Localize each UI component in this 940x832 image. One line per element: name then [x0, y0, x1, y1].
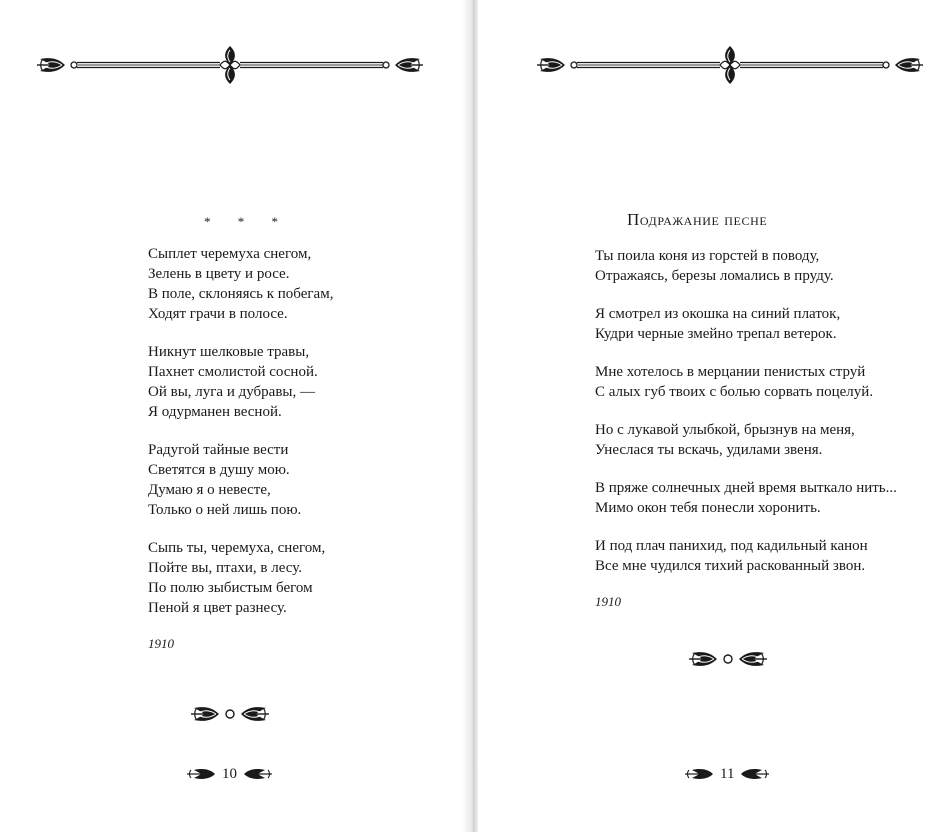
end-ornament-icon — [188, 702, 272, 726]
header-ornament-icon — [34, 44, 426, 86]
poem-line: Пахнет смолистой сосной. — [148, 364, 318, 380]
stanza — [595, 420, 925, 460]
right-page — [478, 0, 940, 832]
poem-year: 1910 — [148, 636, 174, 651]
poem-line: Я смотрел из окошка на синий платок, — [595, 306, 841, 322]
poem-line: Думаю я о невесте, — [148, 482, 271, 498]
page-number-block — [186, 764, 273, 784]
stanza — [148, 244, 448, 324]
poem-line: Ходят грачи в полосе. — [148, 306, 288, 322]
right-poem — [595, 210, 925, 610]
folio-left-ornament-icon — [186, 767, 216, 781]
stanza — [148, 342, 448, 422]
poem-line: Ой вы, луга и дубравы, — — [148, 384, 315, 400]
poem-line: Радугой тайные вести — [148, 442, 289, 458]
poem-line: Сыплет черемуха снегом, — [148, 246, 312, 262]
stanza — [595, 246, 925, 286]
poem-line: Отражаясь, березы ломались в пруду. — [595, 268, 834, 284]
poem-line: Мимо окон тебя понесли хоронить. — [595, 500, 821, 516]
stanza — [595, 304, 925, 344]
stanza — [148, 538, 448, 618]
poem-title: Подражание песне — [627, 210, 768, 229]
poem-line: Никнут шелковые травы, — [148, 344, 310, 360]
poem-line: Но с лукавой улыбкой, брызнув на меня, — [595, 422, 855, 438]
poem-line: Я одурманен весной. — [148, 404, 282, 420]
poem-line: В поле, склоняясь к побегам, — [148, 286, 334, 302]
poem-line: Унеслася ты вскачь, удилами звеня. — [595, 442, 823, 458]
poem-line: Сыпь ты, черемуха, снегом, — [148, 540, 326, 556]
poem-line: По полю зыбистым бегом — [148, 580, 313, 596]
stanza — [595, 362, 925, 402]
end-ornament-icon — [686, 647, 770, 671]
page-number-block — [684, 764, 770, 784]
poem-line: С алых губ твоих с болью сорвать поцелуй. — [595, 384, 874, 400]
poem-line: Зелень в цвету и росе. — [148, 266, 290, 282]
poem-line: Кудри черные змейно трепал ветерок. — [595, 326, 837, 342]
left-poem — [148, 214, 448, 652]
folio-left-ornament-icon — [684, 767, 714, 781]
poem-year: 1910 — [595, 594, 621, 609]
poem-line: Пойте вы, птахи, в лесу. — [148, 560, 302, 576]
folio-right-ornament-icon — [243, 767, 273, 781]
page-number: 10 — [222, 765, 237, 782]
asterism: * * * — [204, 214, 290, 229]
page-number: 11 — [720, 765, 735, 782]
poem-line: Светятся в душу мою. — [148, 462, 290, 478]
stanza — [595, 478, 925, 518]
poem-line: В пряже солнечных дней время выткало нить... — [595, 480, 897, 496]
stanza — [148, 440, 448, 520]
poem-line: Все мне чудился тихий раскованный звон. — [595, 558, 866, 574]
poem-line: Ты поила коня из горстей в поводу, — [595, 248, 820, 264]
poem-line: И под плач панихид, под кадильный канон — [595, 538, 868, 554]
poem-line: Пеной я цвет разнесу. — [148, 600, 287, 616]
stanza — [595, 536, 925, 576]
poem-line: Мне хотелось в мерцании пенистых струй — [595, 364, 866, 380]
poem-line: Только о ней лишь пою. — [148, 502, 302, 518]
folio-right-ornament-icon — [740, 767, 770, 781]
header-ornament-icon — [534, 44, 926, 86]
